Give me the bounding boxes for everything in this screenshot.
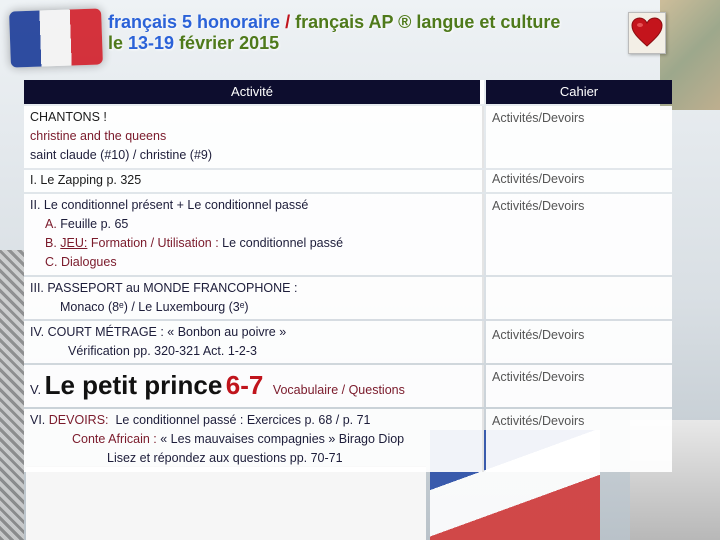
activity-cell [24,409,484,472]
court-metrage-heading: IV. COURT MÉTRAGE : « Bonbon au poivre » [30,325,287,339]
zapping-item: I. Le Zapping p. 325 [30,173,142,187]
item-b: B. JEU: Formation / Utilisation : Le conditionnel passé [45,236,344,250]
lisez-line: Lisez et répondez aux questions pp. 70-71 [107,451,343,465]
item-a: A. Feuille p. 65 [45,217,129,231]
jeu-link[interactable]: JEU: [60,236,88,250]
activity-cell [24,321,484,363]
conte-africain-line: Conte Africain : « Les mauvaises compagnies » Birago Diop [72,432,405,446]
passeport-heading: III. PASSEPORT au MONDE FRANCOPHONE : [30,281,298,295]
devoirs-line: VI. DEVOIRS: Le conditionnel passé : Exercices p. 68 / p. 71 [30,413,371,427]
header-notebook: Cahier [486,80,672,104]
item-c: C. Dialogues [45,255,117,269]
activity-cell [24,365,484,407]
petit-prince-chapters: 6-7 [225,370,264,400]
activity-cell [24,106,484,168]
activity-cell [24,277,484,319]
verification-item: Vérification pp. 320-321 Act. 1-2-3 [68,344,258,358]
title-slash: / [280,12,296,32]
vocab-questions: Vocabulaire / Questions [272,383,405,397]
notebook-cell: Activités/Devoirs [486,194,672,275]
slide-date [108,33,668,54]
petit-prince-title: Le petit prince [44,370,223,400]
table-header-row [24,80,672,104]
french-flag-icon [9,8,103,67]
date-prefix: le [108,33,129,53]
chantons-heading: CHANTONS ! [30,110,107,124]
header-activity: Activité [24,80,484,104]
notebook-cell: Activités/Devoirs [486,365,672,407]
notebook-cell: Activités/Devoirs [486,409,672,472]
activity-cell [24,170,484,192]
notebook-cell: Activités/Devoirs [486,170,672,192]
notebook-cell [486,277,672,319]
title-course-2: français AP ® langue et culture [295,12,561,32]
notebook-cell: Activités/Devoirs [486,106,672,168]
slide-title [108,12,668,33]
passeport-countries: Monaco (8ᵉ) / Le Luxembourg (3ᵉ) [60,300,249,314]
document-image [26,466,426,540]
table-row [24,194,672,275]
table-row [24,409,672,472]
date-range: 13-19 [128,33,175,53]
section-number: V. [30,382,42,397]
table-row [24,170,672,192]
song-titles: saint claude (#10) / christine (#9) [30,148,213,162]
table-row [24,365,672,407]
activity-cell [24,194,484,275]
table-row [24,277,672,319]
slide-header [108,12,668,54]
eiffel-tower-image [0,250,24,540]
title-course-1: français 5 honoraire [108,12,281,32]
notebook-cell: Activités/Devoirs [486,321,672,363]
table-row [24,321,672,363]
song-artist: christine and the queens [30,129,167,143]
table-row [24,106,672,168]
conditionnel-heading: II. Le conditionnel présent + Le conditionnel passé [30,198,309,212]
date-suffix: février 2015 [174,33,280,53]
heart-icon [628,12,666,54]
